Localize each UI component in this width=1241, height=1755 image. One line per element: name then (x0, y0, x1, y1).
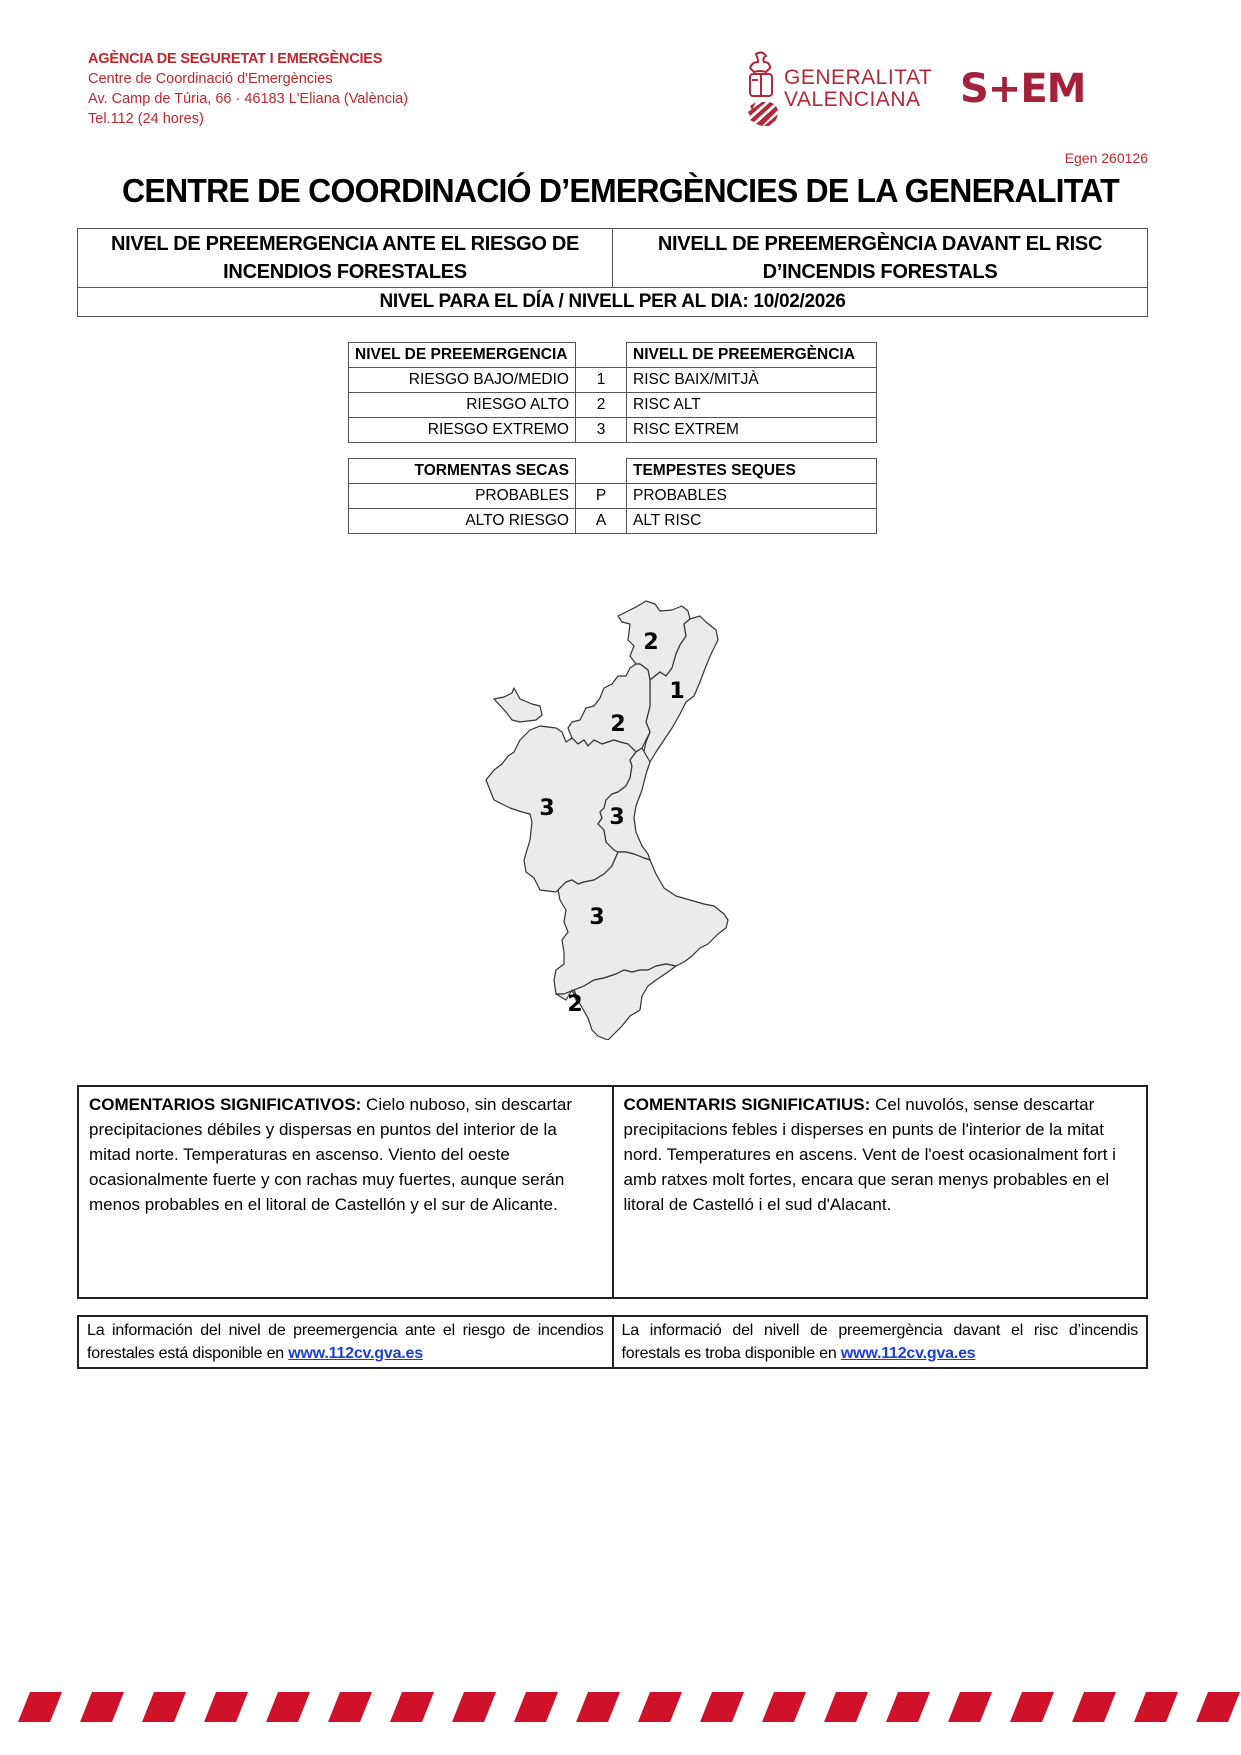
legend-ca: PROBABLES (627, 484, 877, 509)
document-code: Egen 260126 (1064, 150, 1148, 166)
legend-storms-header-ca: TEMPESTES SEQUES (627, 459, 877, 484)
footer-stripe (886, 1692, 930, 1722)
logo-line-1: GENERALITAT (784, 66, 933, 89)
legend-code: 3 (576, 418, 627, 443)
footer-stripe (1196, 1692, 1240, 1722)
footer-stripe (576, 1692, 620, 1722)
map-level-label-castellon-litoral-norte: 2 (643, 630, 659, 655)
level-title-ca: NIVELL DE PREEMERGÈNCIA DAVANT EL RISC D’INCENDIS FORESTALS (613, 229, 1148, 288)
comments-ca-label: COMENTARIS SIGNIFICATIUS: (623, 1095, 871, 1114)
comments-es (78, 1086, 613, 1298)
footer-stripe (824, 1692, 868, 1722)
footer-stripe (762, 1692, 806, 1722)
legend-row (349, 418, 877, 443)
footer-stripe (1134, 1692, 1178, 1722)
footer-stripe (328, 1692, 372, 1722)
agency-block (88, 49, 408, 129)
map-zone-castellon-interior (568, 664, 650, 752)
agency-phone: Tel.112 (24 hores) (88, 111, 204, 127)
level-title-es: NIVEL DE PREEMERGENCIA ANTE EL RIESGO DE INCENDIOS FORESTALES (78, 229, 613, 288)
comments-es-label: COMENTARIOS SIGNIFICATIVOS: (89, 1095, 362, 1114)
footer-stripe (948, 1692, 992, 1722)
footer-stripe (390, 1692, 434, 1722)
footer-stripe (452, 1692, 496, 1722)
map-level-label-castellon-litoral-sur: 1 (669, 679, 685, 704)
legend-ca: RISC EXTREM (627, 418, 877, 443)
map-level-label-alicante-sur: 2 (567, 992, 583, 1017)
legend-levels-table (348, 342, 877, 443)
level-date: NIVEL PARA EL DÍA / NIVELL PER AL DIA: 10/02/2026 (78, 288, 1148, 317)
footer-stripes (0, 1690, 1241, 1730)
legend-ca: RISC ALT (627, 393, 877, 418)
comments-ca (613, 1086, 1148, 1298)
agency-name: AGÈNCIA DE SEGURETAT I EMERGÈNCIES (88, 51, 383, 67)
legend-row (349, 484, 877, 509)
legend-spacer (576, 343, 627, 368)
legend-levels-header-es: NIVEL DE PREEMERGENCIA (349, 343, 576, 368)
map-level-label-valencia-litoral: 3 (609, 805, 625, 830)
footer-stripe (80, 1692, 124, 1722)
legend-code: A (576, 509, 627, 534)
footer-stripe (204, 1692, 248, 1722)
legend-ca: ALT RISC (627, 509, 877, 534)
legend-es: PROBABLES (349, 484, 576, 509)
legend-es: ALTO RIESGO (349, 509, 576, 534)
legend-es: RIESGO ALTO (349, 393, 576, 418)
agency-centre: Centre de Coordinació d'Emergències (88, 71, 333, 87)
legend-code: 2 (576, 393, 627, 418)
footer-stripe (700, 1692, 744, 1722)
comments-table (77, 1085, 1148, 1299)
risk-map (470, 590, 740, 1040)
legend-levels-header-ca: NIVELL DE PREEMERGÈNCIA (627, 343, 877, 368)
info-ca-text: La informació del nivell de preemergència davant el risc d’incendis forestals es troba disponible en (621, 1322, 1138, 1362)
map-level-label-castellon-interior: 2 (610, 712, 626, 737)
legend-row (349, 393, 877, 418)
legend-code: P (576, 484, 627, 509)
map-zone-ademuz-enclave (494, 688, 542, 722)
legend-storms-table (348, 458, 877, 534)
generalitat-logo-text (784, 67, 932, 111)
generalitat-emblem-icon (742, 50, 782, 126)
legend-es: RIESGO BAJO/MEDIO (349, 368, 576, 393)
footer-stripe (266, 1692, 310, 1722)
footer-stripe (638, 1692, 682, 1722)
legend-ca: RISC BAIX/MITJÀ (627, 368, 877, 393)
comments-ca-text: Cel nuvolós, sense descartar precipitacions febles i disperses en punts de l'interior de la mitat nord. Temperatures en ascens. Vent de l'oest ocasionalment fort i amb ratxes molt fortes, encara que seran menys probables en el litoral de Castelló i el sud d'Alacant. (623, 1095, 1116, 1214)
footer-stripe (1072, 1692, 1116, 1722)
info-ca-link[interactable]: www.112cv.gva.es (840, 1345, 976, 1362)
map-level-label-valencia-interior: 3 (539, 796, 555, 821)
legend-row (349, 368, 877, 393)
footer-stripe (142, 1692, 186, 1722)
footer-stripe (18, 1692, 62, 1722)
legend-storms-header-es: TORMENTAS SECAS (349, 459, 576, 484)
agency-address: Av. Camp de Túria, 66 · 46183 L'Eliana (València) (88, 91, 409, 107)
legend-spacer (576, 459, 627, 484)
level-header-table (77, 228, 1148, 317)
info-es-text: La información del nivel de preemergencia ante el riesgo de incendios forestales está disponible en (87, 1322, 604, 1362)
page-title: CENTRE DE COORDINACIÓ D’EMERGÈNCIES DE LA GENERALITAT (122, 172, 1119, 209)
legend-code: 1 (576, 368, 627, 393)
footer-stripe (1010, 1692, 1054, 1722)
legend-row (349, 509, 877, 534)
info-table (77, 1315, 1148, 1369)
logo-line-2: VALENCIANA (784, 88, 921, 111)
info-es-link[interactable]: www.112cv.gva.es (288, 1345, 423, 1362)
footer-stripe (514, 1692, 558, 1722)
sem-logo: S+EM (960, 66, 1086, 112)
info-ca (613, 1316, 1148, 1368)
info-es (78, 1316, 613, 1368)
legend-es: RIESGO EXTREMO (349, 418, 576, 443)
map-level-label-alicante-norte: 3 (589, 905, 605, 930)
comments-es-text: Cielo nuboso, sin descartar precipitaciones débiles y dispersas en puntos del interior de la mitad norte. Temperaturas en ascenso. Viento del oeste ocasionalmente fuerte y con rachas muy fuertes, aunque serán menos probables en el litoral de Castellón y el sur de Alicante. (89, 1095, 573, 1214)
